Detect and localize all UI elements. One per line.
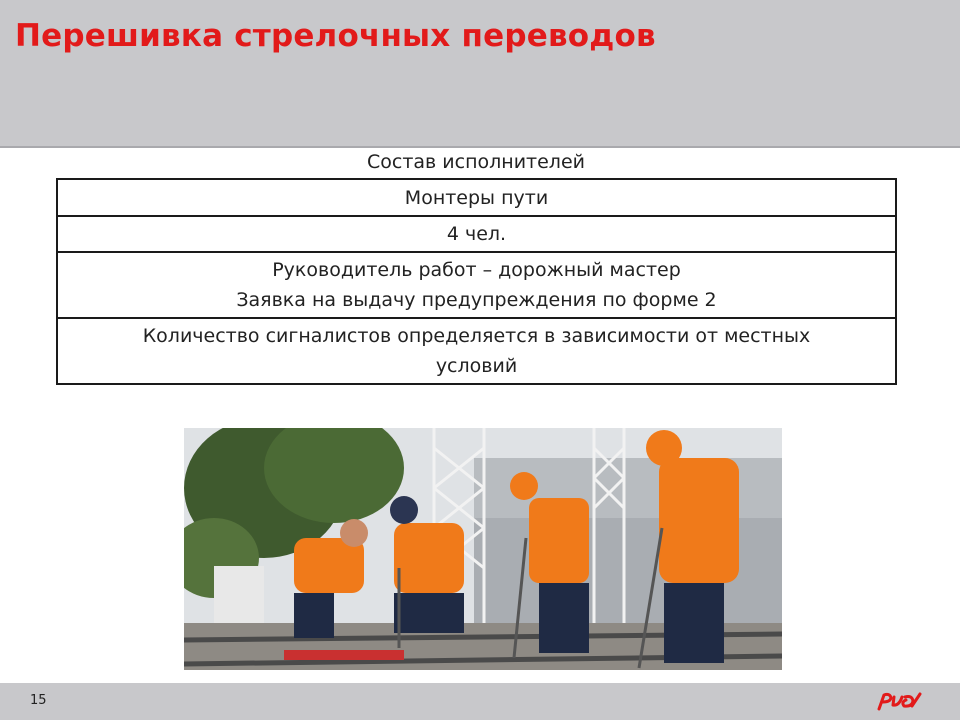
footer-band xyxy=(0,683,960,720)
table-caption: Состав исполнителей xyxy=(367,151,585,173)
supervisor-line: Руководитель работ – дорожный мастер xyxy=(272,259,681,281)
workers-on-track-photo xyxy=(184,428,782,670)
performers-table xyxy=(56,178,897,385)
rzd-logo-icon xyxy=(876,689,924,713)
table-row xyxy=(57,179,896,216)
table-cell-count: 4 чел. xyxy=(57,216,896,252)
table-cell-supervisor xyxy=(57,252,896,318)
warning-request-line: Заявка на выдачу предупреждения по форме 2 xyxy=(236,289,717,311)
signalmen-line-2: условий xyxy=(435,355,518,377)
table-row xyxy=(57,318,896,384)
photo-illustration xyxy=(184,428,782,670)
slide-title: Перешивка стрелочных переводов xyxy=(15,18,656,54)
page-number: 15 xyxy=(30,693,47,708)
table-row xyxy=(57,216,896,252)
signalmen-line-1: Количество сигналистов определяется в зависимости от местных xyxy=(142,325,811,347)
table-cell-signalmen xyxy=(57,318,896,384)
table-row xyxy=(57,252,896,318)
table-cell-workers: Монтеры пути xyxy=(57,179,896,216)
